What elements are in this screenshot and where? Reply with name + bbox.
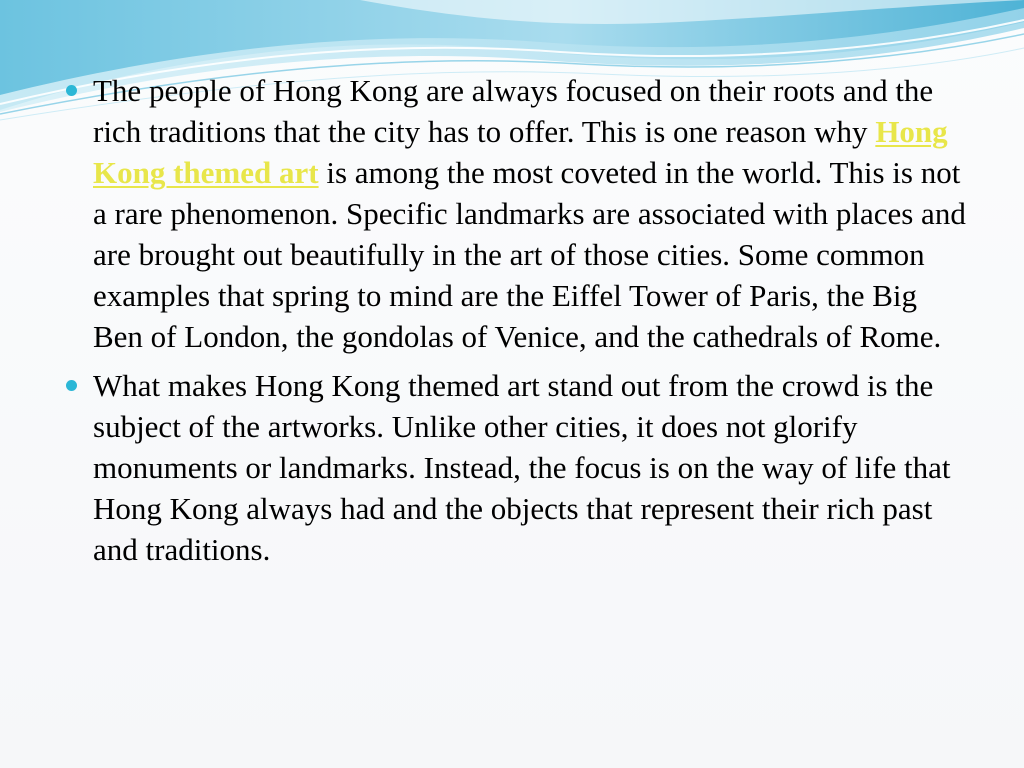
bullet-text-continued: is among the most coveted in the world. This is not a rare phenomenon. Specific landmarks are associated with places and are brought out beautifully in the art of those cities. Some common examples that spring to mind are the Eiffel Tower of Paris, the Big Ben of London, the gondolas of Venice, and the cathedrals of Rome. — [93, 155, 966, 354]
bullet-dot-icon — [66, 380, 77, 391]
bullet-text: The people of Hong Kong are always focused on their roots and the rich traditions that the city has to offer. This is one reason why — [93, 73, 934, 149]
bullet-item-subject — [62, 365, 967, 570]
hong-kong-themed-art-link[interactable]: Hong Kong themed art — [93, 114, 948, 190]
bullet-text: What makes Hong Kong themed art stand out from the crowd is the subject of the artworks. Unlike other cities, it does not glorify monuments or landmarks. Instead, the focus is on the way of life that Hong Kong always had and the objects that represent their rich past and traditions. — [93, 368, 951, 567]
bullet-item-roots — [62, 70, 967, 357]
bullet-dot-icon — [66, 85, 77, 96]
slide-content — [62, 70, 967, 578]
